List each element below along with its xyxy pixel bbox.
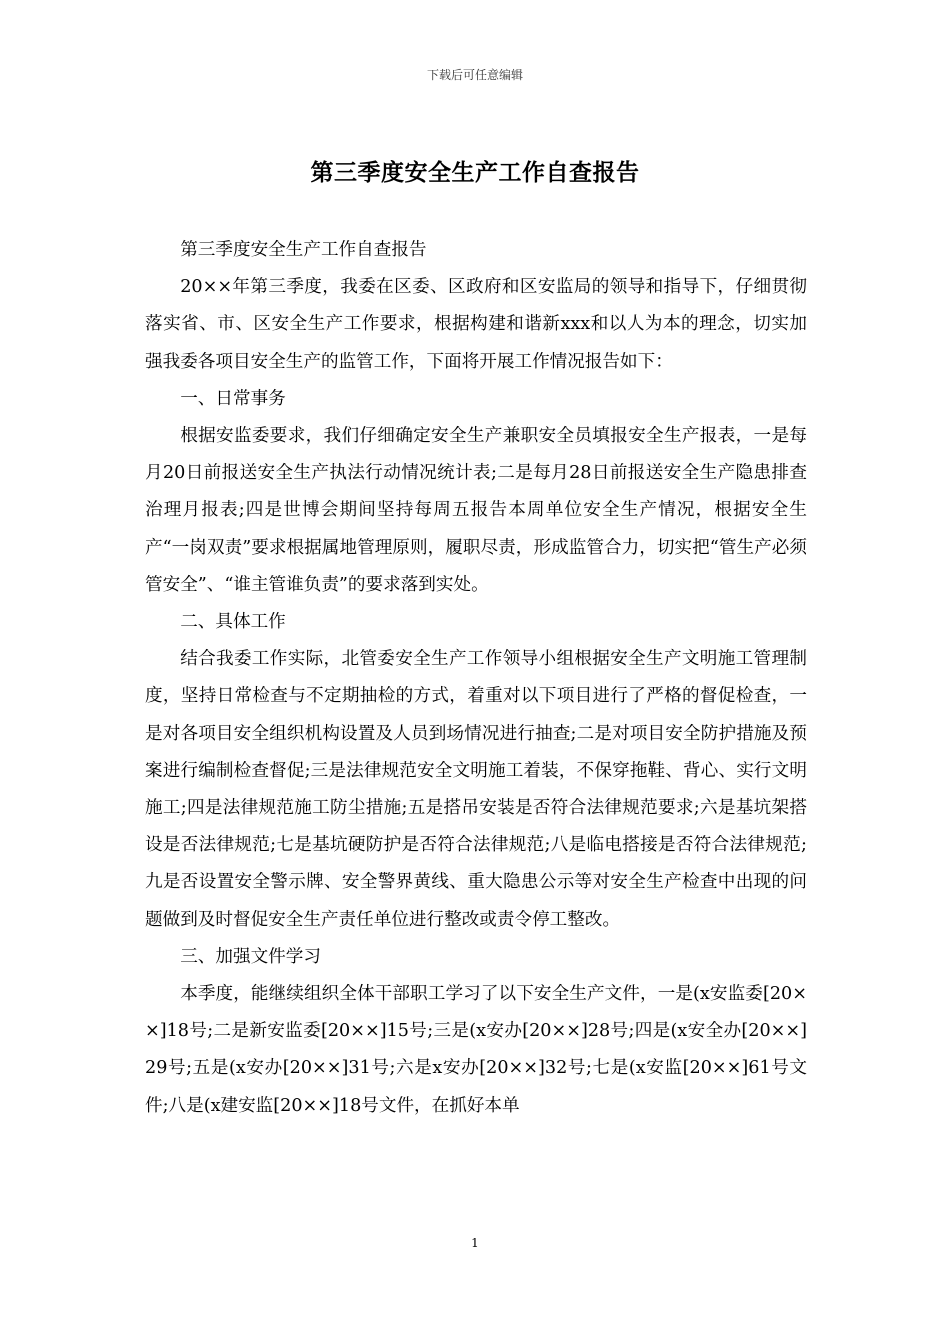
section-heading-work: 二、具体工作	[180, 612, 286, 633]
paragraph-study: 本季度，能继续组织全体干部职工学习了以下安全生产文件，一是(x安监委[20××]18号;二是新安监委[20××]15号;三是(x安办[20××]28号;四是(x安全办[20××]29号;五是(x安办[20××]31号;六是x安办[20××]32号;七是(x安监[20××]61号文件;八是(x建安监[20××]18号文件，在抓好本单	[145, 984, 807, 1116]
page-number: 1	[471, 1236, 479, 1250]
section-heading-study: 三、加强文件学习	[180, 946, 321, 967]
header-note: 下载后可任意编辑	[426, 68, 523, 82]
paragraph-daily: 根据安监委要求，我们仔细确定安全生产兼职安全员填报安全生产报表，一是每月20日前报送安全生产执法行动情况统计表;二是每月28日前报送安全生产隐患排查治理月报表;四是世博会期间坚持每周五报告本周单位安全生产情况，根据安全生产“一岗双责”要求根据属地管理原则，履职尽责，形成监管合力，切实把“管生产必须管安全”、“谁主管谁负责”的要求落到实处。	[145, 426, 807, 595]
paragraph-work: 结合我委工作实际，北管委安全生产工作领导小组根据安全生产文明施工管理制度，坚持日常检查与不定期抽检的方式，着重对以下项目进行了严格的督促检查，一是对各项目安全组织机构设置及人员到场情况进行抽查;二是对项目安全防护措施及预案进行编制检查督促;三是法律规范安全文明施工着装，不保穿拖鞋、背心、实行文明施工;四是法律规范施工防尘措施;五是搭吊安装是否符合法律规范要求;六是基坑架搭设是否法律规范;七是基坑硬防护是否符合法律规范;八是临电搭接是否符合法律规范;九是否设置安全警示牌、安全警界黄线、重大隐患公示等对安全生产检查中出现的问题做到及时督促安全生产责任单位进行整改或责令停工整改。	[145, 649, 807, 930]
paragraph-intro: 20××年第三季度，我委在区委、区政府和区安监局的领导和指导下，仔细贯彻落实省、市、区安全生产工作要求，根据构建和谐新xxx和以人为本的理念，切实加强我委各项目安全生产的监管工作，下面将开展工作情况报告如下：	[145, 277, 807, 372]
page-title: 第三季度安全生产工作自查报告	[310, 160, 640, 186]
paragraph-subtitle: 第三季度安全生产工作自查报告	[180, 240, 427, 260]
section-heading-daily: 一、日常事务	[180, 388, 286, 409]
document-body	[145, 232, 807, 1125]
